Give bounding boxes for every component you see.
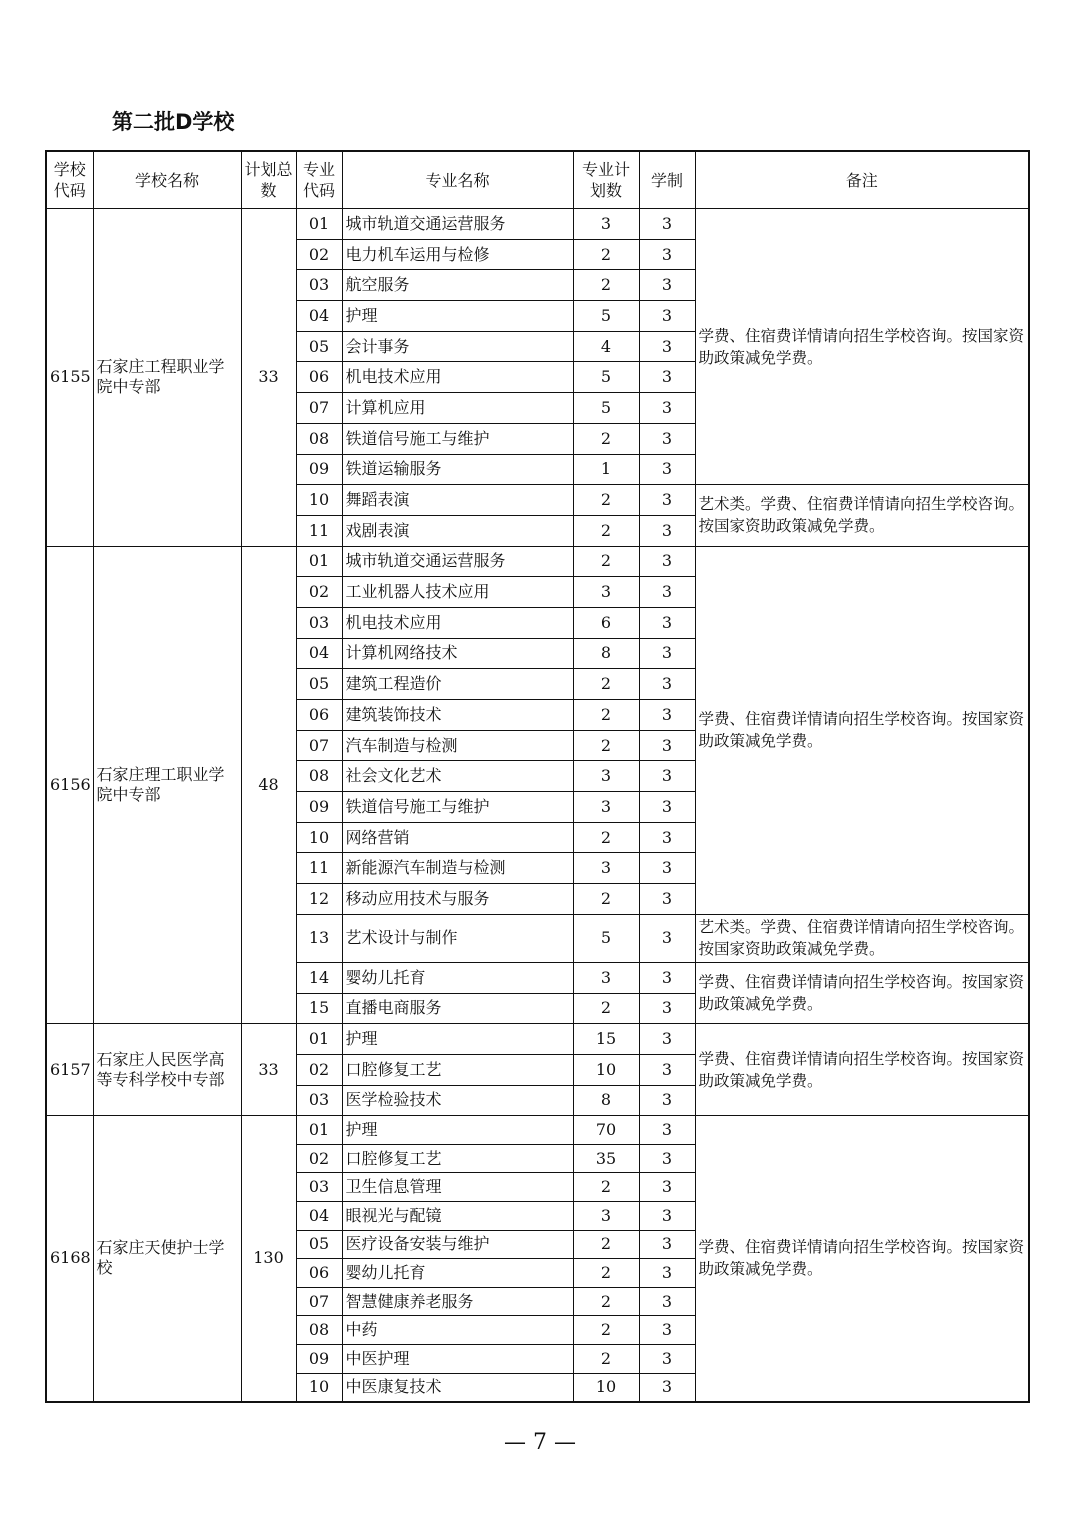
major-duration: 3 bbox=[639, 1259, 695, 1288]
school-plan-total: 33 bbox=[241, 209, 296, 547]
major-duration: 3 bbox=[639, 1116, 695, 1145]
remarks-note: 艺术类。学费、住宿费详情请向招生学校咨询。按国家资助政策减免学费。 bbox=[695, 485, 1029, 546]
major-duration: 3 bbox=[639, 1230, 695, 1259]
major-duration: 3 bbox=[639, 607, 695, 638]
major-code: 08 bbox=[296, 761, 342, 792]
major-code: 01 bbox=[296, 546, 342, 577]
major-duration: 3 bbox=[639, 1173, 695, 1202]
major-plan: 2 bbox=[573, 1230, 639, 1259]
header-school-code: 学校代码 bbox=[46, 151, 93, 209]
major-plan: 3 bbox=[573, 1202, 639, 1231]
major-duration: 3 bbox=[639, 962, 695, 993]
school-plan-total: 130 bbox=[241, 1116, 296, 1402]
major-plan: 2 bbox=[573, 515, 639, 546]
major-plan: 4 bbox=[573, 331, 639, 362]
major-plan: 15 bbox=[573, 1024, 639, 1055]
major-plan: 3 bbox=[573, 209, 639, 240]
major-duration: 3 bbox=[639, 331, 695, 362]
header-school-name: 学校名称 bbox=[93, 151, 241, 209]
major-name: 会计事务 bbox=[342, 331, 573, 362]
major-code: 09 bbox=[296, 792, 342, 823]
major-plan: 35 bbox=[573, 1144, 639, 1173]
major-plan: 5 bbox=[573, 362, 639, 393]
enrollment-table bbox=[45, 150, 1030, 1403]
major-code: 02 bbox=[296, 1054, 342, 1085]
major-code: 14 bbox=[296, 962, 342, 993]
table-row bbox=[46, 209, 1029, 240]
remarks-note: 艺术类。学费、住宿费详情请向招生学校咨询。按国家资助政策减免学费。 bbox=[695, 914, 1029, 962]
major-name: 新能源汽车制造与检测 bbox=[342, 853, 573, 884]
school-name: 石家庄人民医学高等专科学校中专部 bbox=[93, 1024, 241, 1116]
remarks-note: 学费、住宿费详情请向招生学校咨询。按国家资助政策减免学费。 bbox=[695, 962, 1029, 1023]
major-code: 12 bbox=[296, 884, 342, 915]
major-duration: 3 bbox=[639, 1345, 695, 1374]
page-title: 第二批D学校 bbox=[112, 110, 235, 134]
major-name: 铁道运输服务 bbox=[342, 454, 573, 485]
major-name: 中药 bbox=[342, 1316, 573, 1345]
major-duration: 3 bbox=[639, 914, 695, 962]
major-duration: 3 bbox=[639, 1287, 695, 1316]
major-code: 05 bbox=[296, 1230, 342, 1259]
major-duration: 3 bbox=[639, 853, 695, 884]
major-name: 机电技术应用 bbox=[342, 362, 573, 393]
header-major-plan: 专业计划数 bbox=[573, 151, 639, 209]
major-code: 10 bbox=[296, 485, 342, 516]
major-code: 11 bbox=[296, 515, 342, 546]
major-name: 护理 bbox=[342, 1116, 573, 1145]
major-name: 卫生信息管理 bbox=[342, 1173, 573, 1202]
major-name: 中医护理 bbox=[342, 1345, 573, 1374]
major-code: 06 bbox=[296, 1259, 342, 1288]
major-plan: 2 bbox=[573, 884, 639, 915]
major-duration: 3 bbox=[639, 1024, 695, 1055]
major-duration: 3 bbox=[639, 515, 695, 546]
major-plan: 2 bbox=[573, 1345, 639, 1374]
major-name: 直播电商服务 bbox=[342, 993, 573, 1024]
major-code: 03 bbox=[296, 607, 342, 638]
header-remarks: 备注 bbox=[695, 151, 1029, 209]
major-plan: 8 bbox=[573, 638, 639, 669]
major-code: 06 bbox=[296, 700, 342, 731]
page-number: — 7 — bbox=[504, 1430, 576, 1455]
major-name: 建筑工程造价 bbox=[342, 669, 573, 700]
major-duration: 3 bbox=[639, 1373, 695, 1402]
major-code: 01 bbox=[296, 209, 342, 240]
major-code: 08 bbox=[296, 423, 342, 454]
major-duration: 3 bbox=[639, 730, 695, 761]
header-major-name: 专业名称 bbox=[342, 151, 573, 209]
major-plan: 5 bbox=[573, 914, 639, 962]
major-plan: 2 bbox=[573, 1173, 639, 1202]
major-code: 09 bbox=[296, 454, 342, 485]
major-plan: 10 bbox=[573, 1373, 639, 1402]
major-duration: 3 bbox=[639, 884, 695, 915]
major-code: 03 bbox=[296, 270, 342, 301]
major-duration: 3 bbox=[639, 1202, 695, 1231]
major-plan: 2 bbox=[573, 730, 639, 761]
table-row bbox=[46, 1116, 1029, 1145]
major-name: 智慧健康养老服务 bbox=[342, 1287, 573, 1316]
major-duration: 3 bbox=[639, 423, 695, 454]
school-plan-total: 48 bbox=[241, 546, 296, 1024]
major-duration: 3 bbox=[639, 1054, 695, 1085]
major-name: 舞蹈表演 bbox=[342, 485, 573, 516]
school-name: 石家庄天使护士学校 bbox=[93, 1116, 241, 1402]
major-duration: 3 bbox=[639, 209, 695, 240]
major-plan: 1 bbox=[573, 454, 639, 485]
major-name: 工业机器人技术应用 bbox=[342, 577, 573, 608]
major-plan: 5 bbox=[573, 301, 639, 332]
major-plan: 2 bbox=[573, 485, 639, 516]
major-name: 建筑装饰技术 bbox=[342, 700, 573, 731]
major-plan: 2 bbox=[573, 669, 639, 700]
major-code: 10 bbox=[296, 1373, 342, 1402]
major-code: 09 bbox=[296, 1345, 342, 1374]
major-duration: 3 bbox=[639, 577, 695, 608]
major-name: 中医康复技术 bbox=[342, 1373, 573, 1402]
major-duration: 3 bbox=[639, 485, 695, 516]
major-plan: 2 bbox=[573, 1259, 639, 1288]
header-duration: 学制 bbox=[639, 151, 695, 209]
major-name: 计算机网络技术 bbox=[342, 638, 573, 669]
major-code: 07 bbox=[296, 1287, 342, 1316]
major-code: 04 bbox=[296, 638, 342, 669]
header-plan-total: 计划总数 bbox=[241, 151, 296, 209]
major-name: 医疗设备安装与维护 bbox=[342, 1230, 573, 1259]
major-duration: 3 bbox=[639, 761, 695, 792]
major-duration: 3 bbox=[639, 546, 695, 577]
school-code: 6157 bbox=[46, 1024, 93, 1116]
major-name: 婴幼儿托育 bbox=[342, 962, 573, 993]
major-plan: 2 bbox=[573, 546, 639, 577]
table-row bbox=[46, 546, 1029, 577]
major-code: 05 bbox=[296, 669, 342, 700]
major-name: 机电技术应用 bbox=[342, 607, 573, 638]
table-header-row bbox=[46, 151, 1029, 209]
major-name: 护理 bbox=[342, 1024, 573, 1055]
major-plan: 3 bbox=[573, 577, 639, 608]
major-plan: 8 bbox=[573, 1085, 639, 1116]
major-name: 铁道信号施工与维护 bbox=[342, 423, 573, 454]
major-duration: 3 bbox=[639, 669, 695, 700]
major-code: 06 bbox=[296, 362, 342, 393]
major-code: 04 bbox=[296, 1202, 342, 1231]
major-plan: 5 bbox=[573, 393, 639, 424]
major-duration: 3 bbox=[639, 822, 695, 853]
major-duration: 3 bbox=[639, 270, 695, 301]
major-name: 计算机应用 bbox=[342, 393, 573, 424]
major-plan: 2 bbox=[573, 239, 639, 270]
major-plan: 70 bbox=[573, 1116, 639, 1145]
major-code: 04 bbox=[296, 301, 342, 332]
major-code: 01 bbox=[296, 1024, 342, 1055]
major-plan: 2 bbox=[573, 270, 639, 301]
major-name: 口腔修复工艺 bbox=[342, 1054, 573, 1085]
remarks-note: 学费、住宿费详情请向招生学校咨询。按国家资助政策减免学费。 bbox=[695, 1024, 1029, 1116]
major-duration: 3 bbox=[639, 792, 695, 823]
major-name: 戏剧表演 bbox=[342, 515, 573, 546]
school-code: 6155 bbox=[46, 209, 93, 547]
major-plan: 3 bbox=[573, 761, 639, 792]
major-plan: 6 bbox=[573, 607, 639, 638]
table-row bbox=[46, 1024, 1029, 1055]
major-duration: 3 bbox=[639, 993, 695, 1024]
major-duration: 3 bbox=[639, 239, 695, 270]
major-name: 航空服务 bbox=[342, 270, 573, 301]
major-name: 网络营销 bbox=[342, 822, 573, 853]
major-code: 13 bbox=[296, 914, 342, 962]
school-name: 石家庄工程职业学院中专部 bbox=[93, 209, 241, 547]
major-plan: 2 bbox=[573, 822, 639, 853]
major-plan: 2 bbox=[573, 700, 639, 731]
major-code: 10 bbox=[296, 822, 342, 853]
major-duration: 3 bbox=[639, 1316, 695, 1345]
major-duration: 3 bbox=[639, 700, 695, 731]
school-plan-total: 33 bbox=[241, 1024, 296, 1116]
major-plan: 3 bbox=[573, 853, 639, 884]
major-duration: 3 bbox=[639, 454, 695, 485]
major-code: 03 bbox=[296, 1085, 342, 1116]
major-code: 08 bbox=[296, 1316, 342, 1345]
major-duration: 3 bbox=[639, 301, 695, 332]
header-major-code: 专业代码 bbox=[296, 151, 342, 209]
remarks-note: 学费、住宿费详情请向招生学校咨询。按国家资助政策减免学费。 bbox=[695, 209, 1029, 485]
major-plan: 2 bbox=[573, 1316, 639, 1345]
remarks-note: 学费、住宿费详情请向招生学校咨询。按国家资助政策减免学费。 bbox=[695, 546, 1029, 914]
major-name: 口腔修复工艺 bbox=[342, 1144, 573, 1173]
remarks-note: 学费、住宿费详情请向招生学校咨询。按国家资助政策减免学费。 bbox=[695, 1116, 1029, 1402]
major-name: 眼视光与配镜 bbox=[342, 1202, 573, 1231]
major-name: 城市轨道交通运营服务 bbox=[342, 546, 573, 577]
major-name: 电力机车运用与检修 bbox=[342, 239, 573, 270]
major-code: 01 bbox=[296, 1116, 342, 1145]
major-name: 艺术设计与制作 bbox=[342, 914, 573, 962]
major-code: 03 bbox=[296, 1173, 342, 1202]
major-name: 城市轨道交通运营服务 bbox=[342, 209, 573, 240]
major-name: 婴幼儿托育 bbox=[342, 1259, 573, 1288]
major-plan: 2 bbox=[573, 423, 639, 454]
school-code: 6168 bbox=[46, 1116, 93, 1402]
school-code: 6156 bbox=[46, 546, 93, 1024]
major-code: 07 bbox=[296, 393, 342, 424]
major-name: 医学检验技术 bbox=[342, 1085, 573, 1116]
major-name: 汽车制造与检测 bbox=[342, 730, 573, 761]
major-code: 02 bbox=[296, 577, 342, 608]
major-plan: 2 bbox=[573, 993, 639, 1024]
major-code: 02 bbox=[296, 239, 342, 270]
major-name: 社会文化艺术 bbox=[342, 761, 573, 792]
major-code: 07 bbox=[296, 730, 342, 761]
major-plan: 2 bbox=[573, 1287, 639, 1316]
major-plan: 10 bbox=[573, 1054, 639, 1085]
major-duration: 3 bbox=[639, 393, 695, 424]
major-duration: 3 bbox=[639, 1085, 695, 1116]
major-duration: 3 bbox=[639, 362, 695, 393]
major-duration: 3 bbox=[639, 638, 695, 669]
major-code: 02 bbox=[296, 1144, 342, 1173]
major-duration: 3 bbox=[639, 1144, 695, 1173]
major-name: 移动应用技术与服务 bbox=[342, 884, 573, 915]
school-name: 石家庄理工职业学院中专部 bbox=[93, 546, 241, 1024]
major-name: 铁道信号施工与维护 bbox=[342, 792, 573, 823]
major-name: 护理 bbox=[342, 301, 573, 332]
major-plan: 3 bbox=[573, 792, 639, 823]
major-plan: 3 bbox=[573, 962, 639, 993]
major-code: 11 bbox=[296, 853, 342, 884]
major-code: 05 bbox=[296, 331, 342, 362]
major-code: 15 bbox=[296, 993, 342, 1024]
